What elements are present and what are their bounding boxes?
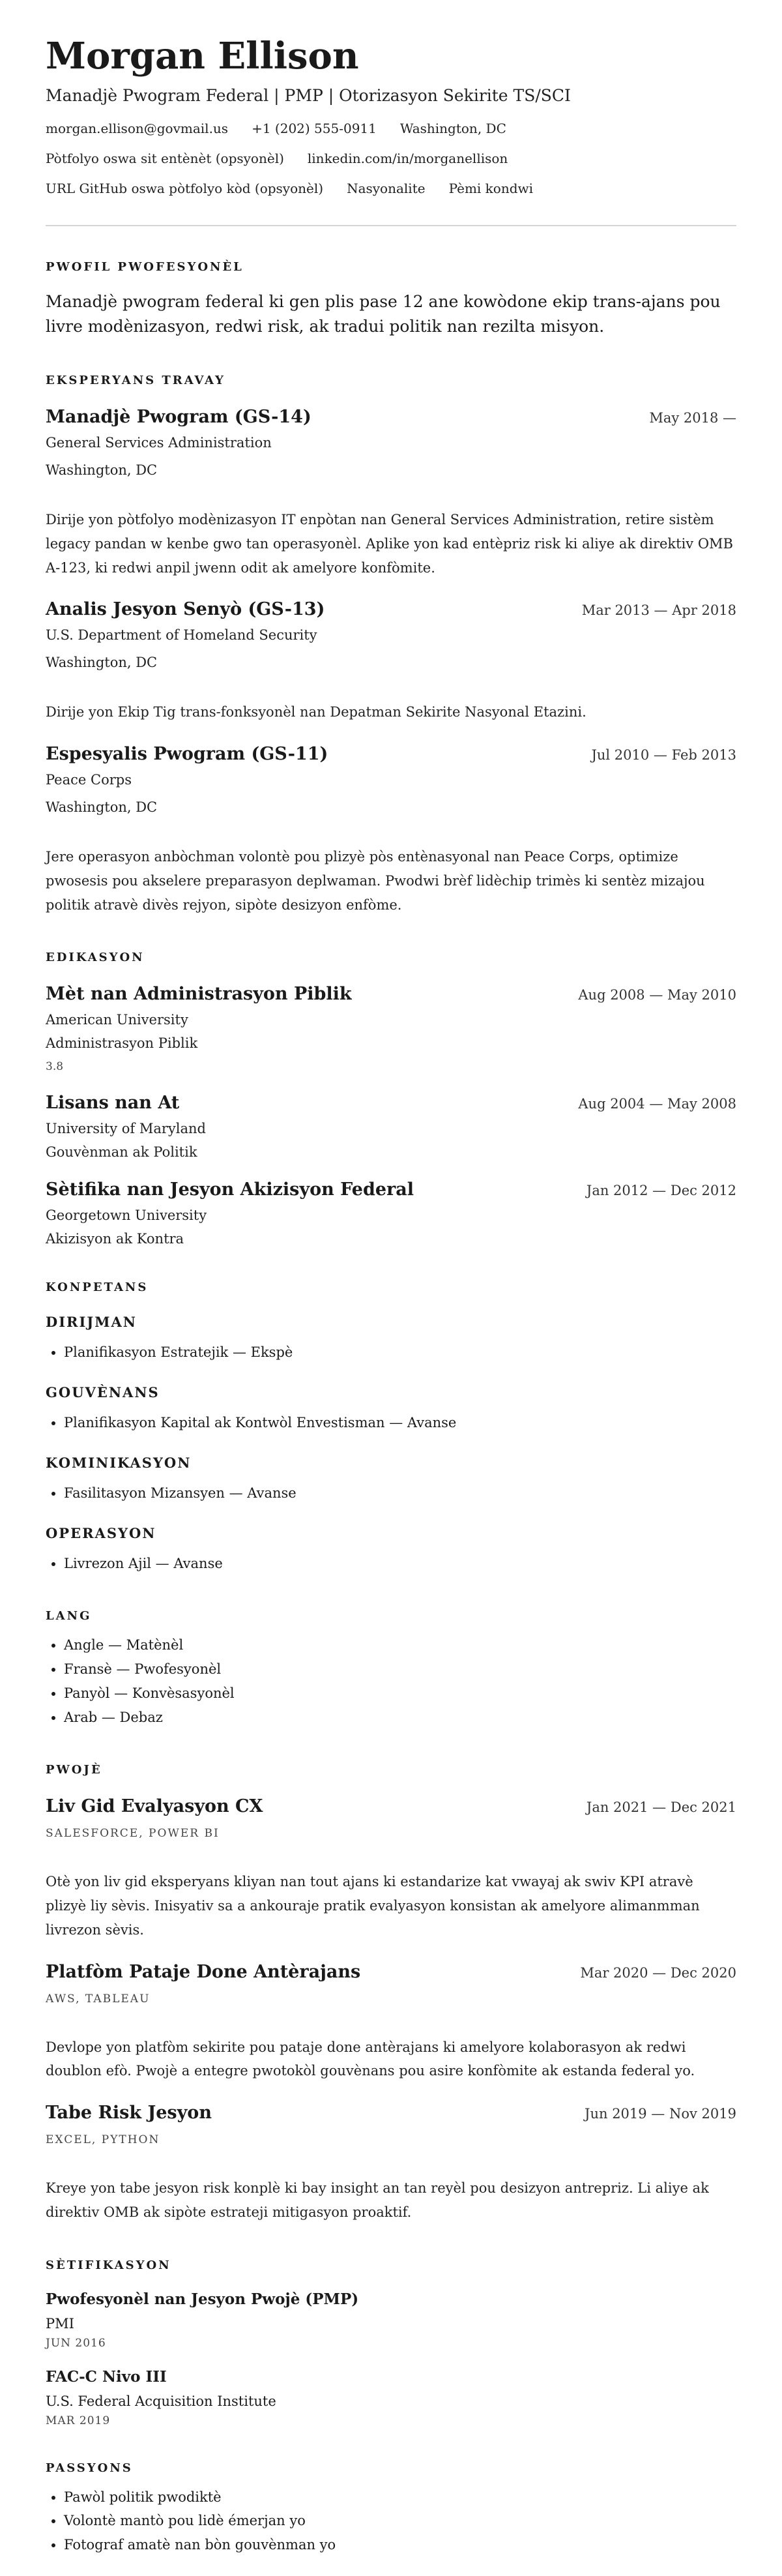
degree-gpa: 3.8 (46, 1060, 64, 1074)
job-org: Peace Corps (46, 772, 132, 788)
header-divider (46, 225, 736, 226)
project-name: Liv Gid Evalyasyon CX (46, 1796, 263, 1817)
degree-field: Administrasyon Piblik (46, 1035, 198, 1052)
experience-entry (46, 407, 736, 580)
interests-section (46, 2461, 736, 2557)
summary-title: PWOFIL PWOFESYONÈL (46, 259, 244, 274)
education-entry (46, 1179, 736, 1247)
skill-group-title: GOUVÈNANS (46, 1384, 160, 1401)
experience-entry (46, 744, 736, 917)
summary-text: Manadjè pwogram federal ki gen plis pase 12 ane kowòdone ekip trans-ajans pou livre modènizasyon, redwi risk, ak tradui politik nan rezilta misyon. (46, 291, 721, 336)
degree-dates: Aug 2008 — May 2010 (578, 987, 736, 1003)
skill-item: • Livrezon Ajil — Avanse (64, 1552, 736, 1576)
contact-portfolio[interactable]: Pòtfolyo oswa sit entènèt (opsyonèl) (46, 150, 284, 166)
interest-item: • Volontè mantò pou lidè émerjan yo (64, 2509, 736, 2533)
summary-section (46, 260, 736, 340)
skill-item: • Fasilitasyon Mizansyen — Avanse (64, 1481, 736, 1505)
degree-field: Gouvènman ak Politik (46, 1144, 197, 1161)
languages-section (46, 1609, 736, 1729)
skill-list (46, 1552, 736, 1576)
contact-permit: Pèmi kondwi (448, 180, 534, 196)
skill-group-title: KOMINIKASYON (46, 1454, 192, 1471)
degree-title: Mèt nan Administrasyon Piblik (46, 984, 352, 1005)
job-org: General Services Administration (46, 435, 272, 451)
language-list (46, 1633, 736, 1729)
degree-title: Lisans nan At (46, 1093, 180, 1114)
projects-section (46, 1763, 736, 2224)
language-item: • Arab — Debaz (64, 1706, 736, 1730)
contact-github[interactable]: URL GitHub oswa pòtfolyo kòd (opsyonèl) (46, 180, 324, 196)
project-description: Kreye yon tabe jesyon risk konplè ki bay insight an tan reyèl pou desizyon antrepriz. Li aliye ak direktiv OMB ak sipòte estrateji mitigasyon proaktif. (46, 2180, 709, 2220)
interest-item: • Pawòl politik pwodiktè (64, 2485, 736, 2509)
job-dates: May 2018 — (649, 410, 736, 426)
job-location: Washington, DC (46, 655, 158, 671)
education-entry (46, 1093, 736, 1160)
job-title: Espesyalis Pwogram (GS-11) (46, 744, 328, 765)
experience-entry (46, 599, 736, 724)
degree-field: Akizisyon ak Kontra (46, 1231, 184, 1247)
skill-item: • Planifikasyon Kapital ak Kontwòl Envestisman — Avanse (64, 1411, 736, 1435)
certification-issuer: PMI (46, 2315, 74, 2332)
contact-row-primary (46, 121, 736, 136)
job-title: Manadjè Pwogram (GS-14) (46, 407, 311, 428)
job-description: Dirije yon pòtfolyo modènizasyon IT enpòtan nan General Services Administration, retire sistèm legacy pandan w kenbe gwo tan operasyonèl. Aplike yon kad entèpriz risk ki aliye ak direktiv OMB A-123, ki redwi anpil jwenn odit ak amelyore konfòmite. (46, 512, 733, 576)
experience-title: EKSPERYANS TRAVAY (46, 374, 225, 388)
skills-section (46, 1281, 736, 1575)
contact-phone[interactable]: +1 (202) 555-0911 (252, 120, 377, 136)
skill-list (46, 1340, 736, 1365)
job-org: U.S. Department of Homeland Security (46, 627, 317, 644)
contact-email[interactable]: morgan.ellison@govmail.us (46, 120, 229, 136)
interest-list (46, 2485, 736, 2557)
certification-name: Pwofesyonèl nan Jesyon Pwojè (PMP) (46, 2290, 359, 2308)
certifications-title: SÈTIFIKASYON (46, 2258, 171, 2272)
candidate-name: Morgan Ellison (46, 35, 359, 78)
school-name: Georgetown University (46, 1207, 207, 1224)
job-dates: Jul 2010 — Feb 2013 (591, 747, 736, 763)
contact-linkedin[interactable]: linkedin.com/in/morganellison (307, 150, 508, 166)
degree-dates: Aug 2004 — May 2008 (578, 1096, 736, 1112)
contact-nationality: Nasyonalite (347, 180, 426, 196)
language-item: • Angle — Matènèl (64, 1633, 736, 1657)
contact-row-extra (46, 181, 736, 196)
education-section (46, 951, 736, 1247)
project-name: Platfòm Pataje Done Antèrajans (46, 1961, 361, 1982)
project-dates: Jan 2021 — Dec 2021 (586, 1799, 736, 1816)
interests-title: PASSYONS (46, 2461, 133, 2475)
project-tools: SALESFORCE, POWER BI (46, 1827, 220, 1841)
project-description: Otè yon liv gid eksperyans kliyan nan tout ajans ki estandarize kat vwayaj ak swiv KPI atravè plizyè liy sèvis. Inisyativ sa a ankouraje pratik evalyasyon konsistan ak amelyore alimanmman livrezon sèvis. (46, 1874, 700, 1938)
project-entry (46, 2103, 736, 2225)
certification-entry (46, 2290, 736, 2350)
project-dates: Mar 2020 — Dec 2020 (580, 1964, 736, 1981)
project-description: Devlope yon platfòm sekirite pou pataje done antèrajans ki amelyore kolaborasyon ak redwi doublon efò. Pwojè a entegre pwotokòl gouvènans pou asire konfòmite ak estanda federal yo. (46, 2039, 695, 2079)
contact-location: Washington, DC (399, 120, 506, 136)
certifications-section (46, 2258, 736, 2427)
school-name: University of Maryland (46, 1121, 206, 1137)
language-item: • Panyòl — Konvèsasyonèl (64, 1681, 736, 1706)
job-title: Analis Jesyon Senyò (GS-13) (46, 599, 325, 620)
job-dates: Mar 2013 — Apr 2018 (581, 602, 736, 619)
certification-issuer: U.S. Federal Acquisition Institute (46, 2393, 276, 2409)
project-tools: EXCEL, PYTHON (46, 2133, 160, 2147)
skill-list (46, 1411, 736, 1435)
school-name: American University (46, 1012, 188, 1028)
contact-row-links (46, 151, 736, 166)
job-description: Jere operasyon anbòchman volontè pou plizyè pòs entènasyonal nan Peace Corps, optimize pwosesis pou akselere preparasyon deplwaman. Pwodwi brèf lidèchip trimès ki sentèz mizajou politik atravè divès rejyon, sipòte desizyon enfòme. (46, 849, 705, 913)
project-entry (46, 1796, 736, 1942)
job-location: Washington, DC (46, 462, 158, 479)
experience-section (46, 374, 736, 917)
skill-group-title: DIRIJMAN (46, 1314, 137, 1331)
interest-item: • Fotograf amatè nan bòn gouvènman yo (64, 2533, 736, 2557)
skills-title: KONPETANS (46, 1281, 149, 1295)
project-entry (46, 1962, 736, 2084)
project-dates: Jun 2019 — Nov 2019 (585, 2106, 736, 2122)
project-name: Tabe Risk Jesyon (46, 2103, 212, 2124)
certification-date: JUN 2016 (46, 2336, 106, 2350)
education-title: EDIKASYON (46, 951, 145, 965)
job-description: Dirije yon Ekip Tig trans-fonksyonèl nan Depatman Sekirite Nasyonal Etazini. (46, 704, 586, 720)
skill-item: • Planifikasyon Estratejik — Ekspè (64, 1340, 736, 1365)
skill-list (46, 1481, 736, 1505)
language-item: • Fransè — Pwofesyonèl (64, 1657, 736, 1681)
certification-date: MAR 2019 (46, 2414, 111, 2427)
projects-title: PWOJÈ (46, 1763, 102, 1777)
project-tools: AWS, TABLEAU (46, 1992, 151, 2006)
resume-header (46, 37, 736, 196)
candidate-headline: Manadjè Pwogram Federal | PMP | Otorizasyon Sekirite TS/SCI (46, 85, 571, 105)
certification-name: FAC-C Nivo III (46, 2367, 167, 2386)
languages-title: LANG (46, 1609, 92, 1623)
education-entry (46, 984, 736, 1073)
degree-dates: Jan 2012 — Dec 2012 (586, 1183, 736, 1199)
skill-group-title: OPERASYON (46, 1524, 156, 1541)
job-location: Washington, DC (46, 799, 158, 816)
degree-title: Sètifika nan Jesyon Akizisyon Federal (46, 1179, 414, 1200)
certification-entry (46, 2368, 736, 2427)
